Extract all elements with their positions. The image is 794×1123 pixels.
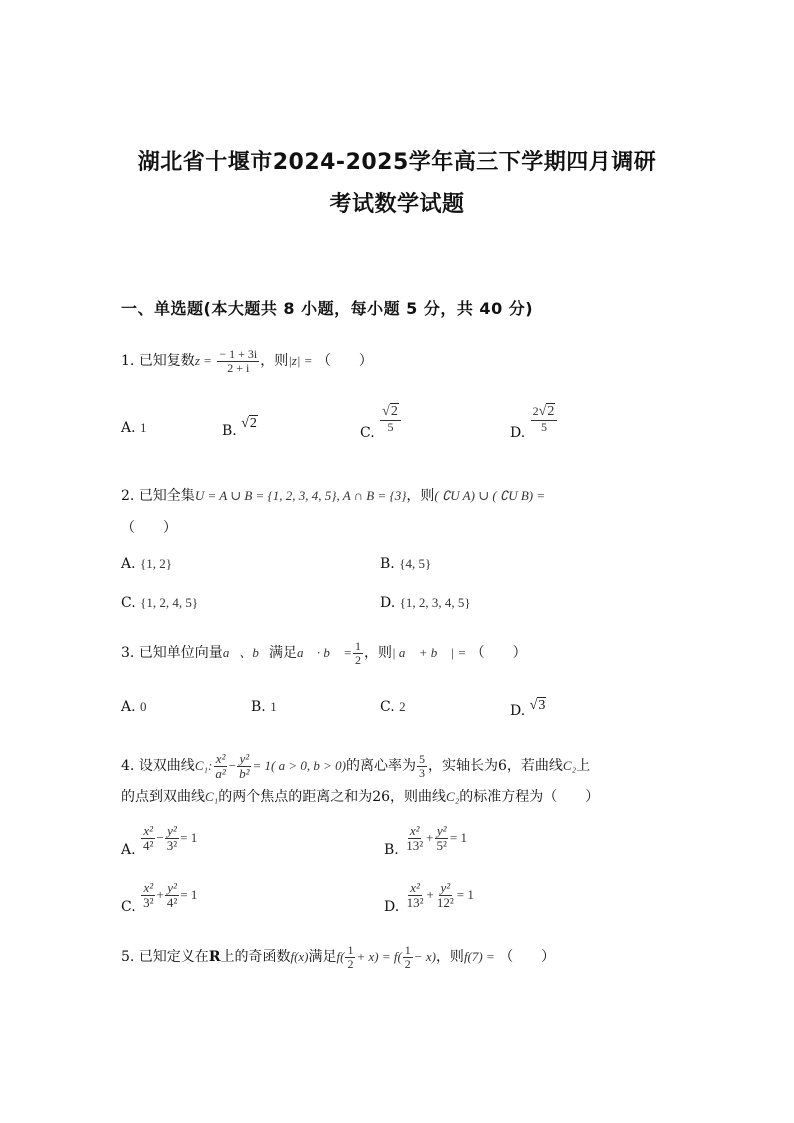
question-text: 上的奇函数 [220,949,291,966]
math-expr: |z| = [288,353,313,369]
option-3d: D. √3 [510,698,546,719]
answer-paren: （ ） [499,949,556,966]
question-text: ，则 [364,645,393,662]
fraction: $\frac{\text{y²}}{\text{b²}}$ [239,751,250,781]
question-3 [121,640,527,666]
fraction: $\frac{\text{x²}}{\text{a²}}$ [215,751,226,781]
fraction: $\frac{1}{2}$ [347,943,354,971]
math-expr: z = [194,353,212,369]
question-text: 的点到双曲线 [121,789,205,805]
option-4a: A. $\frac{\text{x²}}{\text{4²}}$ − $\frac{\text{y²}}{\text{3²}}$ = 1 [121,823,198,859]
fraction: $\frac{1}{2}$ [355,639,362,667]
option-2c: C. {1, 2, 4, 5} [121,595,199,611]
page-title-line1: 湖北省十堰市2024-2025学年高三下学期四月调研 [137,150,657,175]
question-text: 已知全集 [138,488,195,504]
question-2 [121,485,545,505]
question-text: 的两个焦点的距离之和为26，则曲线 [218,789,447,805]
question-1 [121,348,373,374]
question-text: ，则 [260,353,289,370]
math-expr: f(x) [290,949,309,965]
math-expr: C₁: [194,758,213,774]
math-expr: U = A ∪ B = {1, 2, 3, 4, 5}, A ∩ B = {3} [194,488,407,503]
page-title-line2: 考试数学试题 [329,192,465,217]
question-number: 4. [121,758,135,775]
option-3c: C. 2 [380,699,406,715]
option-4d: D. $\frac{\text{x²}}{\text{13²}}$ + $\frac{\text{y²}}{\text{12²}}$ = 1 [384,880,474,916]
option-1a: A. 1 [121,420,147,436]
question-number: 2. [121,488,135,504]
option-1b: B. √2 [222,416,257,439]
answer-paren: （ ） [470,645,527,662]
fraction: $\frac{1}{2}$ [404,943,411,971]
question-text: 满足 [308,949,337,966]
question-number: 1. [121,353,135,370]
option-2d: D. {1, 2, 3, 4, 5} [380,595,471,611]
math-expr: = 1( a > 0, b > 0) [252,758,346,774]
question-text: 上 [576,758,591,775]
option-4c: C. $\frac{\text{x²}}{\text{3²}}$ + $\frac{\text{y²}}{\text{4²}}$ = 1 [121,880,198,916]
answer-paren: （ ） [316,353,373,370]
option-3a: A. 0 [121,699,147,715]
question-text: 已知定义在 [138,949,209,966]
math-expr: a⃗ · b⃗ = [297,645,353,661]
section-heading: 一、单选题(本大题共 8 小题，每小题 5 分，共 40 分) [121,299,534,318]
option-3b: B. 1 [251,699,277,715]
question-number: 5. [121,949,135,966]
question-text: ，则 [435,949,464,966]
question-text: ，实轴长为6，若曲线 [427,758,563,775]
option-1c: C. $\frac{√2}{5}$ [360,405,402,433]
math-expr: R [208,949,221,966]
math-expr: | a⃗ + b⃗ | = [392,645,467,661]
math-expr: a⃗、b⃗ [222,645,270,661]
question-text: 的标准方程为（ ） [459,789,600,805]
option-4b: B. $\frac{\text{x²}}{\text{13²}}$ + $\frac{\text{y²}}{\text{5²}}$ = 1 [384,823,467,859]
question-5: 5. 已知定义在R上的奇函数f(x)满足f( $\frac{1}{2}$ + x) = f( $\frac{1}{2}$ − x)，则f(7) = （ ） [121,943,556,971]
question-text: 的离心率为 [345,758,416,775]
question-text: 已知复数 [138,353,195,370]
fraction: $\frac{- 1 + 3i}{2 + i}$ [219,347,258,375]
math-expr: ( ∁U A) ∪ ( ∁U B) = [434,488,546,503]
question-text: 设双曲线 [138,758,195,775]
question-text: 满足 [269,645,298,662]
math-expr: f(7) = [463,949,495,965]
question-4-line2 [121,786,599,806]
math-expr: C₂ [562,758,577,774]
answer-paren: （ ） [121,520,177,536]
fraction: $\frac{5}{3}$ [418,752,425,780]
question-text: 已知单位向量 [138,645,223,662]
math-expr: C₁ [205,789,219,804]
option-1d: D. $\frac{2√2}{5}$ [510,405,558,433]
option-2b: B. {4, 5} [380,556,432,572]
question-4: 4. 设双曲线C₁: $\frac{\text{x²}}{\text{a²}}$ − $\frac{\text{y²}}{\text{b²}}$ = 1( a > 0, b > 0)的离心率为 $\frac{5}{3}$ ，实轴长为6，若曲线C₂上 [121,751,591,781]
question-text: ，则 [406,488,435,504]
math-expr: C₂ [446,789,460,804]
option-2a: A. {1, 2} [121,556,172,572]
question-number: 3. [121,645,135,662]
